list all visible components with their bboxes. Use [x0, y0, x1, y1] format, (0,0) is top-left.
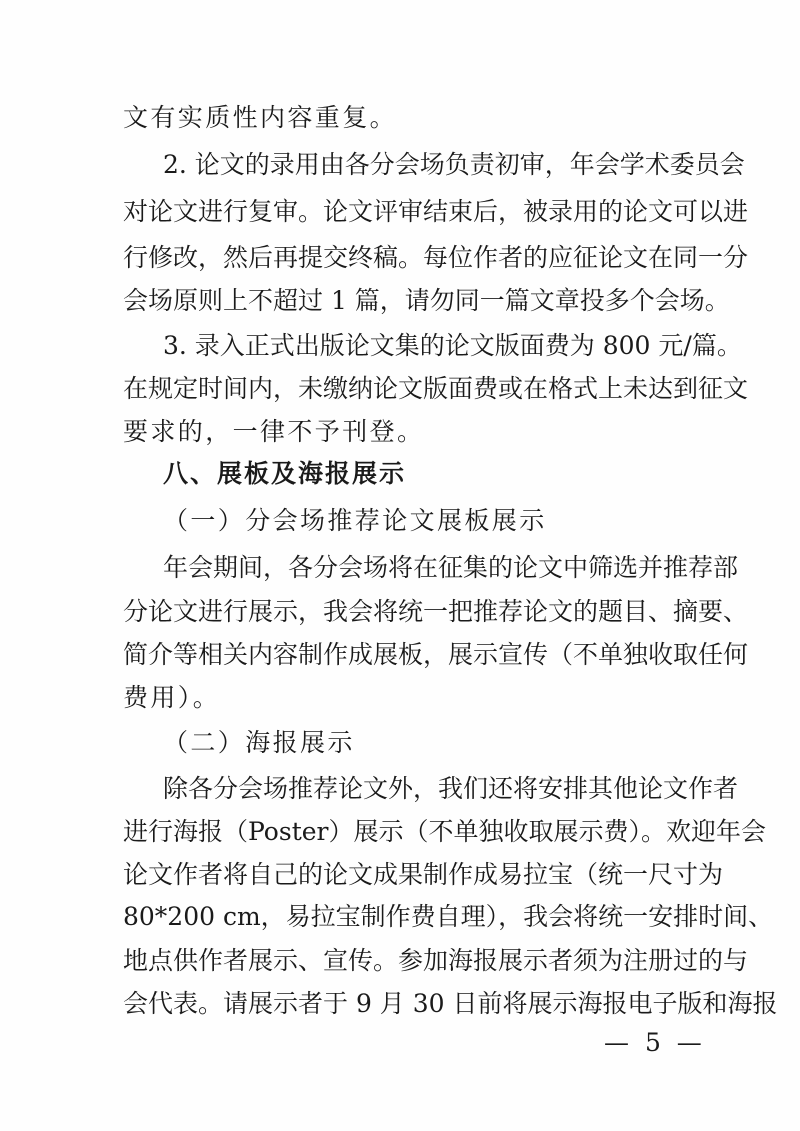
text-line: 对论文进行复审。论文评审结束后，被录用的论文可以进 — [123, 197, 749, 226]
text-line: 年会期间，各分会场将在征集的论文中筛选并推荐部 — [163, 553, 739, 582]
text-line: 费用）。 — [123, 683, 221, 712]
text-line: 文有实质性内容重复。 — [123, 103, 398, 132]
text-line: 要求的，一律不予刊登。 — [123, 417, 425, 446]
text-line: 简介等相关内容制作成展板，展示宣传（不单独收取任何 — [123, 640, 749, 669]
text-line: 分论文进行展示，我会将统一把推荐论文的题目、摘要、 — [123, 597, 749, 626]
text-line: 3. 录入正式出版论文集的论文版面费为 800 元/篇。 — [163, 331, 742, 360]
text-line: 在规定时间内，未缴纳论文版面费或在格式上未达到征文 — [123, 374, 749, 403]
section-heading: 八、展板及海报展示 — [163, 459, 407, 488]
text-line: 论文作者将自己的论文成果制作成易拉宝（统一尺寸为 — [123, 860, 724, 889]
text-line: 除各分会场推荐论文外，我们还将安排其他论文作者 — [163, 774, 739, 803]
subsection-heading: （二）海报展示 — [163, 728, 355, 757]
text-line: 80*200 cm，易拉宝制作费自理），我会将统一安排时间、 — [123, 902, 774, 931]
text-line: 会代表。请展示者于 9 月 30 日前将展示海报电子版和海报 — [123, 989, 778, 1018]
text-line: 进行海报（Poster）展示（不单独收取展示费）。欢迎年会 — [123, 817, 766, 846]
text-line: 地点供作者展示、宣传。参加海报展示者须为注册过的与 — [123, 946, 749, 975]
text-line: 会场原则上不超过 1 篇，请勿同一篇文章投多个会场。 — [123, 286, 730, 315]
subsection-heading: （一）分会场推荐论文展板展示 — [163, 506, 547, 535]
text-line: 2. 论文的录用由各分会场负责初审，年会学术委员会 — [163, 150, 745, 179]
page-number: — 5 — — [604, 1028, 706, 1057]
text-line: 行修改，然后再提交终稿。每位作者的应征论文在同一分 — [123, 243, 749, 272]
